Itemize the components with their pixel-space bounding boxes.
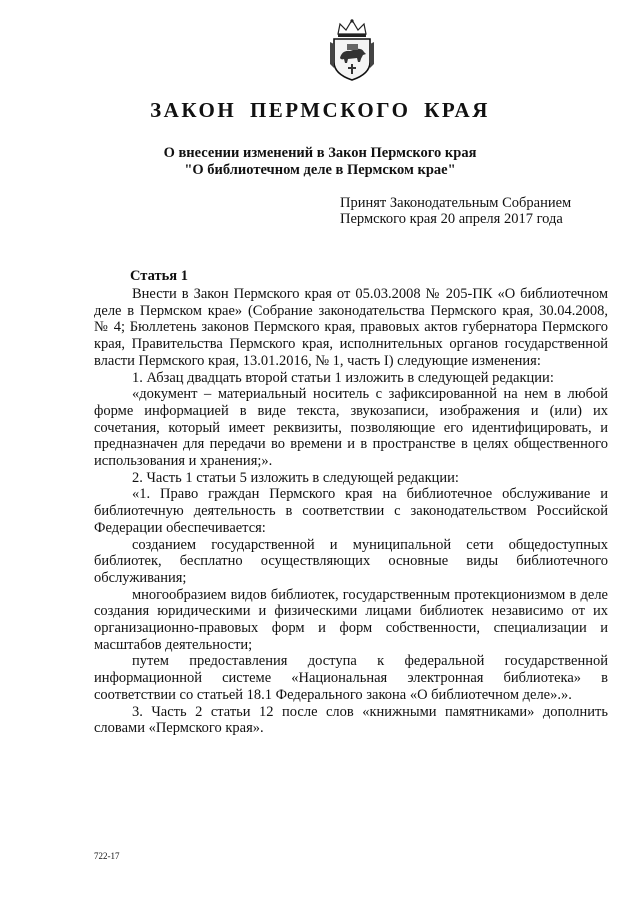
law-title: ЗАКОН ПЕРМСКОГО КРАЯ (150, 98, 490, 122)
adoption-line-2: Пермского края 20 апреля 2017 года (340, 211, 563, 227)
paragraph-document-definition: «документ – материальный носитель с зафиксированной на нем в любой форме информацией в виде текста, звукозаписи, изображения и (или) их сочетания, который имеет реквизиты, позволяющие его идентифицировать, и предназначен для передачи во времени и в пространстве в целях общественного использования и хранения;». (94, 386, 608, 470)
paragraph-right-of-citizens: «1. Право граждан Пермского края на библиотечное обслуживание и библиотечную деятельность в соответствии с законодательством Российской Федерации обеспечивается: (94, 486, 608, 536)
document-code: 722-17 (94, 851, 120, 861)
adoption-note (340, 195, 600, 227)
subtitle-line-1: О внесении изменений в Закон Пермского края (163, 145, 477, 161)
paragraph-access: путем предоставления доступа к федеральной государственной информационной системе «Национальная электронная библиотека» в соответствии со статьей 18.1 Федерального закона «О библиотечном деле».». (94, 653, 608, 703)
paragraph-intro: Внести в Закон Пермского края от 05.03.2008 № 205-ПК «О библиотечном деле в Пермском крае» (Собрание законодательства Пермского края, 30.04.2008, № 4; Бюллетень законов Пермского края, правовых актов губернатора Пермского края, Правительства Пермского края, исполнительных органов государственной власти Пермского края, 13.01.2016, № 1, часть I) следующие изменения: (94, 286, 608, 369)
paragraph-item-3: 3. Часть 2 статьи 12 после слов «книжными памятниками» дополнить словами «Пермского края». (94, 703, 608, 737)
article-heading: Статья 1 (130, 268, 188, 284)
adoption-line-1: Принят Законодательным Собранием (340, 195, 572, 211)
article-body (94, 286, 608, 737)
subtitle-line-2: "О библиотечном деле в Пермском крае" (184, 162, 456, 178)
paragraph-network: созданием государственной и муниципальной сети общедоступных библиотек, бесплатно осуществляющих основные виды библиотечного обслуживания; (94, 536, 608, 586)
law-subtitle (120, 145, 520, 179)
paragraph-item-2: 2. Часть 1 статьи 5 изложить в следующей редакции: (132, 469, 459, 486)
paragraph-item-1: 1. Абзац двадцать второй статьи 1 изложить в следующей редакции: (132, 369, 554, 386)
paragraph-diversity: многообразием видов библиотек, государственным протекционизмом в деле создания юридическими и физическими лицами библиотек независимо от их организационно-правовых форм и форм собственности, специализации и масштабов деятельности; (94, 586, 608, 653)
coat-of-arms-icon (326, 18, 378, 82)
